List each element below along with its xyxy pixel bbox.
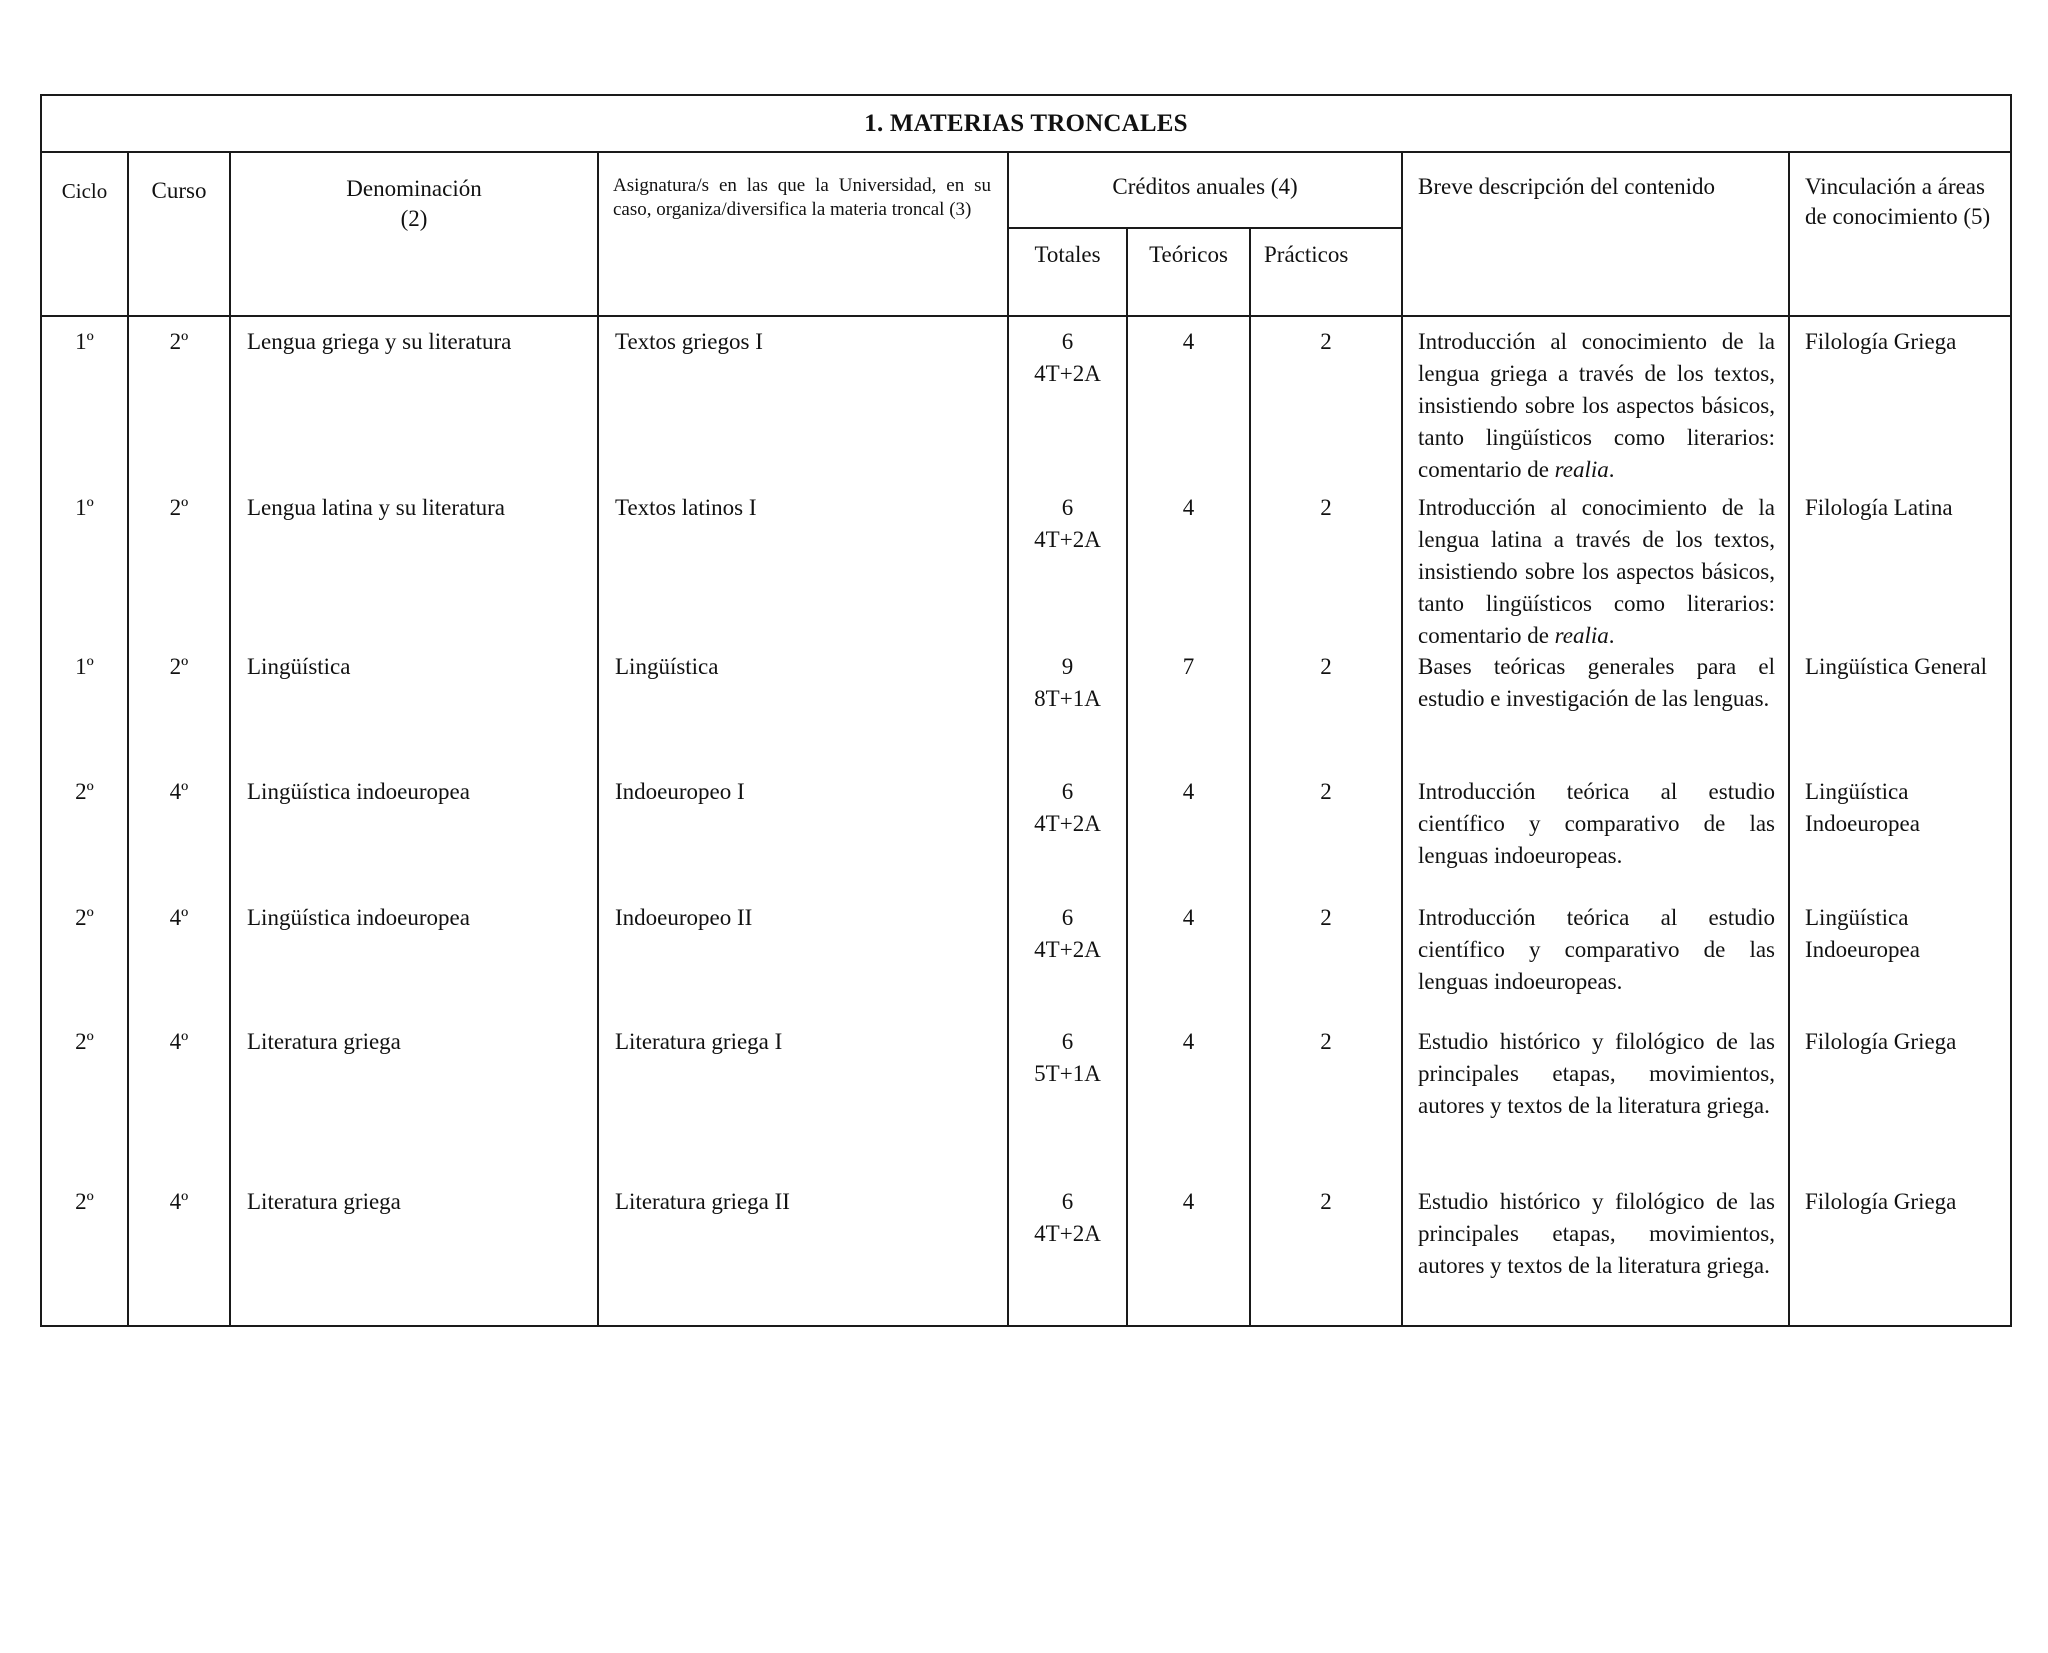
row-ciclo: 1º <box>75 495 94 520</box>
row-vinculacion: Filología Griega <box>1805 1029 1957 1054</box>
row-descripcion <box>1418 902 1775 998</box>
row-denominacion: Lingüística indoeuropea <box>247 779 470 804</box>
row-ciclo: 1º <box>75 329 94 354</box>
row-curso: 4º <box>169 905 189 930</box>
row-teoricos: 4 <box>1182 1189 1195 1214</box>
row-vinculacion: Filología Griega <box>1805 1189 1957 1214</box>
header-totales: Totales <box>1034 242 1101 267</box>
row-descripcion <box>1418 1026 1775 1122</box>
row-totales-value: 6 <box>1061 1189 1074 1214</box>
row-totales-detail: 5T+1A <box>1034 1061 1101 1086</box>
row-asignatura: Indoeuropeo II <box>615 905 753 930</box>
row-practicos: 2 <box>1320 905 1332 930</box>
row-descripcion-text: Bases teóricas generales para el estudio e investigación de las lenguas. <box>1418 654 1775 711</box>
row-denominacion: Lingüística <box>247 654 351 679</box>
row-totales-detail: 4T+2A <box>1034 527 1101 552</box>
row-totales <box>1009 651 1126 715</box>
row-teoricos: 4 <box>1182 495 1195 520</box>
row-descripcion-italic: realia <box>1554 457 1609 482</box>
row-descripcion-text: Introducción al conocimiento de la lengua griega a través de los textos, insistiendo sobre los aspectos básicos, tanto lingüísticos como literarios: comentario de <box>1418 329 1775 482</box>
col-divider-curso <box>229 151 231 1325</box>
row-vinculacion: Lingüística Indoeuropea <box>1805 905 1920 962</box>
row-asignatura: Literatura griega II <box>615 1189 790 1214</box>
row-totales-value: 6 <box>1061 1029 1074 1054</box>
row-descripcion-text: Introducción teórica al estudio científico y comparativo de las lenguas indoeuropeas. <box>1418 779 1775 868</box>
header-bottom-rule <box>42 315 2010 317</box>
row-practicos: 2 <box>1320 779 1332 804</box>
row-totales-value: 6 <box>1061 905 1074 930</box>
row-asignatura: Lingüística <box>615 654 719 679</box>
row-curso: 2º <box>169 654 189 679</box>
row-ciclo: 2º <box>75 779 94 804</box>
subjects-table <box>40 94 2012 1327</box>
row-descripcion-end: . <box>1608 623 1615 648</box>
header-teoricos: Teóricos <box>1149 242 1228 267</box>
row-asignatura: Textos latinos I <box>615 495 757 520</box>
row-practicos: 2 <box>1320 1189 1332 1214</box>
row-totales-detail: 4T+2A <box>1034 361 1101 386</box>
row-descripcion <box>1418 776 1775 872</box>
row-totales-detail: 8T+1A <box>1034 686 1101 711</box>
header-practicos: Prácticos <box>1264 242 1349 267</box>
col-divider-descripcion <box>1788 151 1790 1325</box>
header-vinculacion: Vinculación a áreas de conocimiento (5) <box>1805 174 1991 229</box>
row-teoricos: 4 <box>1182 905 1195 930</box>
row-vinculacion: Lingüística General <box>1805 654 1988 679</box>
header-denominacion-note: (2) <box>400 206 428 231</box>
row-descripcion <box>1418 651 1775 715</box>
row-asignatura: Indoeuropeo I <box>615 779 745 804</box>
row-curso: 4º <box>169 1189 189 1214</box>
row-totales <box>1009 902 1126 966</box>
row-denominacion: Lingüística indoeuropea <box>247 905 470 930</box>
row-totales <box>1009 776 1126 840</box>
row-totales-detail: 4T+2A <box>1034 937 1101 962</box>
row-denominacion: Literatura griega <box>247 1029 401 1054</box>
row-totales-value: 6 <box>1061 779 1074 804</box>
row-totales-detail: 4T+2A <box>1034 811 1101 836</box>
row-descripcion <box>1418 1186 1775 1282</box>
row-ciclo: 2º <box>75 905 94 930</box>
table-title: 1. MATERIAS TRONCALES <box>42 96 2010 153</box>
row-curso: 4º <box>169 779 189 804</box>
row-curso: 2º <box>169 495 189 520</box>
row-totales <box>1009 1186 1126 1250</box>
row-totales-value: 6 <box>1061 329 1074 354</box>
row-descripcion-end: . <box>1608 457 1615 482</box>
row-teoricos: 4 <box>1182 1029 1195 1054</box>
row-asignatura: Textos griegos I <box>615 329 763 354</box>
row-totales <box>1009 326 1126 390</box>
row-totales <box>1009 492 1126 556</box>
col-divider-denominacion <box>597 151 599 1325</box>
row-ciclo: 1º <box>75 654 94 679</box>
row-descripcion <box>1418 326 1775 486</box>
row-descripcion-text: Introducción teórica al estudio científico y comparativo de las lenguas indoeuropeas. <box>1418 905 1775 994</box>
row-teoricos: 7 <box>1182 654 1195 679</box>
row-descripcion-text: Estudio histórico y filológico de las principales etapas, movimientos, autores y textos de la literatura griega. <box>1418 1029 1775 1118</box>
row-practicos: 2 <box>1320 1029 1332 1054</box>
row-totales-value: 9 <box>1061 654 1074 679</box>
row-practicos: 2 <box>1320 495 1332 520</box>
row-descripcion <box>1418 492 1775 652</box>
row-vinculacion: Lingüística Indoeuropea <box>1805 779 1920 836</box>
row-denominacion: Literatura griega <box>247 1189 401 1214</box>
row-descripcion-italic: realia <box>1554 623 1609 648</box>
row-teoricos: 4 <box>1182 329 1195 354</box>
row-practicos: 2 <box>1320 329 1332 354</box>
row-totales-value: 6 <box>1061 495 1074 520</box>
credits-divider <box>1007 227 1401 229</box>
col-divider-creditos <box>1401 151 1403 1325</box>
row-totales-detail: 4T+2A <box>1034 1221 1101 1246</box>
row-curso: 2º <box>169 329 189 354</box>
row-teoricos: 4 <box>1182 779 1195 804</box>
header-ciclo: Ciclo <box>61 179 108 203</box>
row-descripcion-text: Introducción al conocimiento de la lengua latina a través de los textos, insistiendo sobre los aspectos básicos, tanto lingüísticos como literarios: comentario de <box>1418 495 1775 648</box>
row-denominacion: Lengua griega y su literatura <box>247 329 512 354</box>
row-vinculacion: Filología Griega <box>1805 329 1957 354</box>
header-asignatura: Asignatura/s en las que la Universidad, en su caso, organiza/diversifica la materia troncal (3) <box>613 175 991 220</box>
header-creditos: Créditos anuales (4) <box>1112 174 1298 199</box>
row-practicos: 2 <box>1320 654 1332 679</box>
row-totales <box>1009 1026 1126 1090</box>
row-asignatura: Literatura griega I <box>615 1029 783 1054</box>
header-descripcion: Breve descripción del contenido <box>1418 174 1715 199</box>
row-denominacion: Lengua latina y su literatura <box>247 495 506 520</box>
row-descripcion-text: Estudio histórico y filológico de las principales etapas, movimientos, autores y textos de la literatura griega. <box>1418 1189 1775 1278</box>
header-curso: Curso <box>151 178 207 203</box>
row-curso: 4º <box>169 1029 189 1054</box>
row-ciclo: 2º <box>75 1029 94 1054</box>
row-ciclo: 2º <box>75 1189 94 1214</box>
header-denominacion <box>231 174 597 234</box>
row-vinculacion: Filología Latina <box>1805 495 1953 520</box>
header-denominacion-label: Denominación <box>346 176 482 201</box>
